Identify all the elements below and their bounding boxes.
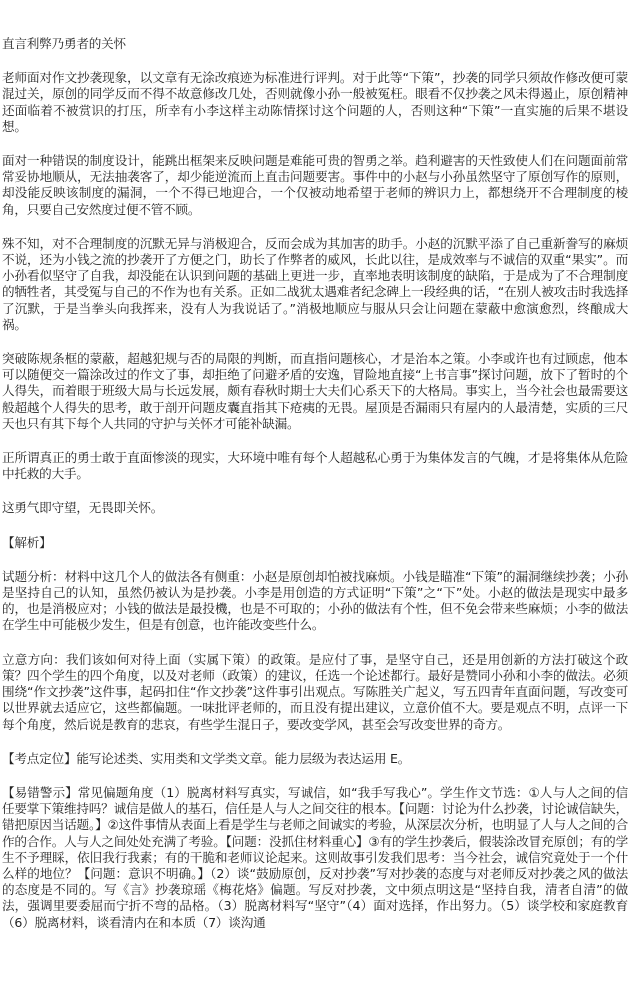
essay-closing-line: 这勇气即守望，无畏即关怀。 xyxy=(2,500,164,516)
warnings-section: 【易错警示】常见偏题角度（1）脱离材料写真实，写诚信，如“我手写我心”。学生作文节选：①人与人之间的信任要掌下策维持吗？诚信是做人的基石，信任是人与人之间交往的根本。【问题：讨论为什么抄袭，讨论诚信缺失，错把原因当话题。】②这件事情从表面上看是学生与老师之间诚实的考验，从深层次分析，也明显了人与人之间的合作的合作。人与人之间处处充满了考验。【问题：没抓住材料重心】③有的学生抄袭后，假装涂改冒充原创；有的学生不予理睬，依旧我行我素；有的干脆和老师议论起来。这则故事引发我们思考：当今社会，诚信究竟处于一个什么样的地位？【问题：意识不明确。】（2）谈“鼓励原创，反对抄袭”写对抄袭的态度与对老师反对抄袭之风的做法的态度是不同的。写《言》抄袭琼瑶《梅花烙》偏题。写反对抄袭，文中须点明这是“坚持自我，清者自清”的做法，强调里要委屈而宁折不弯的品格。（3）脱离材料写“坚守”（4）面对选择，作出努力。（5）谈学校和家庭教育（6）脱离材料，谈看清内在和本质（7）谈沟通 xyxy=(2,784,628,930)
analysis-paragraph-1: 试题分析：材料中这几个人的做法各有侧重：小赵是原创却怕被找麻烦。小钱是瞄准“下策”的漏洞继续抄袭；小孙是坚持自己的认知，虽然仍被认为是抄袭。小李是用创造的方式证明“下策”之“下”处。小赵的做法是现实中最多的，也是消极应对；小钱的做法是最投機，也是不可取的；小孙的做法有个性，但不免会带来些麻烦；小李的做法在学生中可能极少发生，但是有创意，也许能改变些什么。 xyxy=(2,568,628,633)
essay-paragraph-3: 殊不知，对不合理制度的沉默无异与消极迎合，反而会成为其加害的助手。小赵的沉默平添了自己重新誊写的麻烦不说，还为小钱之流的抄袭开了方便之门，助长了作弊者的威风，长此以往，是成效率与不诚信的双重“果实”。而小孙看似坚守了自我，却没能在认识到问题的基础上更进一步，直率地表明该制度的缺陷，于是成为了不合理制度的牺牲者，其受冤与自己的不作为也有关系。正如二战犹太遇难者纪念碑上一段经典的话，“在别人被攻击时我选择了沉默，于是当拳头向我挥来，没有人为我说话了。”消极地顺应与服从只会让问题在蒙蔽中愈演愈烈，终酿成大祸。 xyxy=(2,235,629,332)
essay-paragraph-2: 面对一种错误的制度设计，能跳出框架来反映问题是难能可贵的智勇之举。趋利避害的天性致使人们在问题面前常常妥协地顺从，无法抽袭客了，却少能逆流而上直击问题要害。事件中的小赵与小孙虽然坚守了原创写作的原则，却没能反映该制度的漏洞，一个不得已地迎合，一个仅被动地希望于老师的辨识力上，都想绕开不合理制度的棱角，只要自己安然度过便不管不顾。 xyxy=(2,153,628,217)
essay-paragraph-4: 突破陈规条框的蒙蔽，超越犯规与否的局限的判断，而直指问题核心，才是治本之策。小李或许也有过顾虑，他本可以随便交一篇涂改过的作文了事，却拒绝了问避矛盾的安逸，冒险地直接“上书言事”探讨问题，放下了暂时的个人得失，而着眼于班级大局与长远发展，颇有春秋时期士大夫们心系天下的大格局。事实上，当今社会也最需要这般超越个人得失的思考，敢于剖开问题皮囊直指其下疮痍的无畏。屋顶是否漏雨只有屋内的人最清楚，实质的三尺天也只有其下每个人共同的守护与关怀才可能补缺漏。 xyxy=(2,351,628,431)
essay-paragraph-5: 正所谓真正的勇士敢于直面惨淡的现实，大环境中唯有每个人超越私心勇于为集体发言的气魄，才是将集体从危险中托救的大手。 xyxy=(2,450,628,482)
essay-paragraph-1: 老师面对作文抄袭现象，以文章有无涂改痕迹为标准进行评判。对于此等“下策”，抄袭的同学只须故作修改便可蒙混过关，原创的同学反而不得不故意修改几处，否则就像小孙一般被冤枉。眼看不仅抄袭之风未得遏止，原创精神还面临着不被赏识的打压，所幸有小李这样主动陈情探讨这个问题的人，否则这种“下策”一直实施的后果不堪设想。 xyxy=(2,70,628,134)
analysis-paragraph-2: 立意方向：我们该如何对待上面（实属下策）的政策。是应付了事，是坚守自己，还是用创新的方法打破这个政策？四个学生的四个角度，以及对老师（政策）的建议，任选一个论述都行。最好是赞同小孙和小李的做法。必须围绕“作文抄袭”这件事，起码扣住“作文抄袭”这件事引出观点。写陈胜关广起义，写五四青年直面问题，写改变可以世界就去适应它，这些都偏题。一味批评老师的，而且没有提出建议，立意价值不大。要是观点不明，点评一下每个角度，然后说是教育的悲哀，有些学生混日子，要改变学风，甚至会写改变世界的奇方。 xyxy=(2,651,628,732)
key-point-section: 【考点定位】能写论述类、实用类和文学类文章。能力层级为表达运用 E。 xyxy=(2,750,411,766)
essay-title: 直言利弊乃勇者的关怀 xyxy=(2,36,126,51)
analysis-heading: 【解析】 xyxy=(2,534,52,550)
